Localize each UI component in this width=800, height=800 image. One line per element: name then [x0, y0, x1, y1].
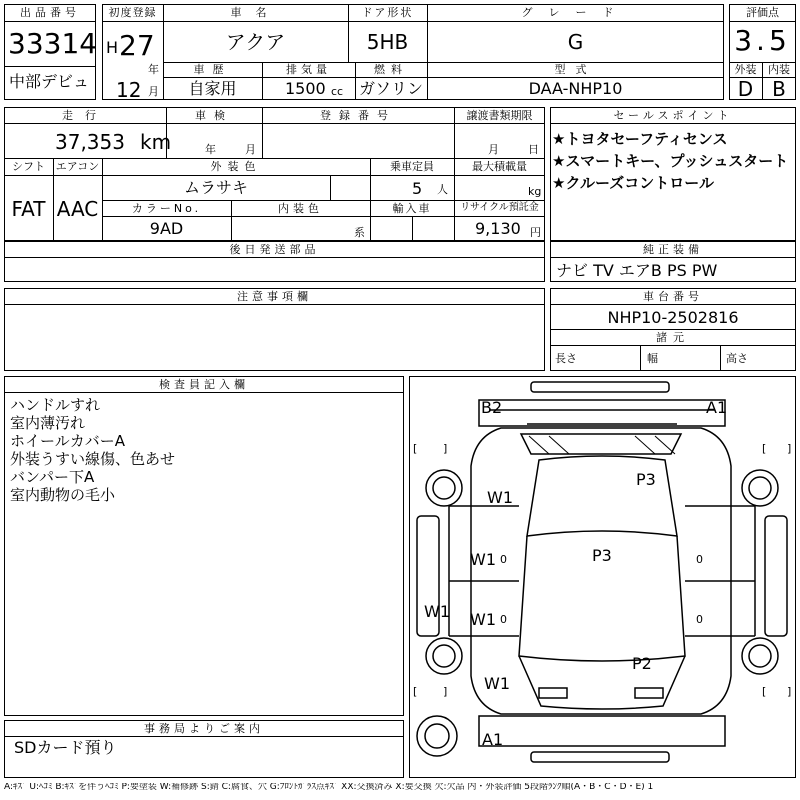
mark-zero: 0: [500, 613, 507, 626]
model-label: 型式: [554, 63, 597, 76]
lot-number: 33314: [8, 27, 98, 60]
mark-zero: 0: [696, 553, 703, 566]
displacement-unit: cc: [331, 85, 344, 98]
capacity: 5: [412, 179, 423, 198]
load-unit: kg: [528, 185, 542, 198]
mark-p3-upper: P3: [636, 470, 656, 489]
import-label: 輸入車: [392, 202, 432, 215]
sales-point: ★クルーズコントロール: [552, 174, 714, 192]
length-label: 長さ: [555, 352, 577, 365]
mark-w1: W1: [487, 488, 513, 507]
bracket-close: ]: [787, 685, 792, 698]
mark-zero: 0: [500, 553, 507, 566]
notes-label: 注意事項欄: [237, 290, 312, 303]
exterior-label: 外装: [734, 63, 757, 76]
width-label: 幅: [647, 352, 658, 365]
recycle-label: リサイクル預託金: [460, 202, 539, 213]
displacement: 1500: [285, 79, 326, 98]
inspector-note: 外装うすい線傷、色あせ: [10, 450, 176, 468]
inspector-label: 検査員記入欄: [159, 378, 249, 391]
sales-point: ★スマートキー、プッシュスタート: [552, 152, 789, 170]
height-label: 高さ: [726, 352, 748, 365]
inspector-note: ホイールカバーA: [10, 432, 125, 450]
mileage: 37,353: [55, 130, 125, 154]
ac: AAC: [56, 197, 99, 221]
inspector-notes: [10, 396, 175, 504]
first-reg-label: 初度登録: [108, 6, 157, 19]
inspector-note: ハンドルすれ: [10, 396, 101, 414]
inspection-month-unit: 月: [245, 143, 256, 156]
reg-year: 27: [119, 29, 155, 62]
interior-score: B: [772, 77, 786, 101]
mark-w1: W1: [470, 610, 496, 629]
dims-label: 諸元: [656, 331, 690, 344]
score-label: 評価点: [746, 6, 779, 19]
color-no: 9AD: [149, 219, 184, 238]
capacity-unit: 人: [437, 183, 448, 196]
mileage-label: 走行: [62, 109, 108, 122]
mark-w1: W1: [484, 674, 510, 693]
car-diagram: [409, 376, 796, 778]
office-label: 事務局よりご案内: [144, 722, 264, 735]
door-label: ドア形状: [361, 6, 414, 19]
bracket-close: ]: [787, 442, 792, 455]
bracket-open: [: [762, 442, 767, 455]
inspector-note: 室内薄汚れ: [10, 414, 86, 432]
recycle-amount: 9,130: [475, 219, 521, 238]
bracket-close: ]: [443, 685, 448, 698]
parts-label: 後日発送部品: [229, 243, 320, 256]
inspection-year-unit: 年: [205, 143, 216, 156]
bracket-open: [: [762, 685, 767, 698]
displacement-label: 排気量: [286, 63, 331, 76]
capacity-label: 乗車定員: [390, 160, 434, 173]
grade-label: グレード: [521, 6, 630, 19]
chassis-number: NHP10-2502816: [607, 308, 739, 327]
mark-w1: W1: [470, 550, 496, 569]
mark-b2: B2: [481, 398, 503, 417]
chassis-label: 車台番号: [643, 290, 703, 303]
history-label: 車歴: [193, 63, 232, 76]
reg-month: 12: [116, 78, 142, 102]
mark-w1: W1: [424, 602, 450, 621]
inspection-label: 車検: [195, 109, 233, 122]
load-label: 最大積載量: [472, 160, 527, 173]
ac-label: エアコン: [55, 160, 100, 173]
shift: FAT: [11, 197, 46, 221]
bracket-open: [: [413, 442, 418, 455]
transfer-day-unit: 日: [528, 143, 539, 156]
mark-a1-bottom: A1: [482, 730, 504, 749]
color-label: 外装色: [210, 160, 262, 173]
office-message: SDカード預り: [14, 738, 117, 757]
car-name-label: 車名: [230, 6, 281, 19]
interior-color-unit: 系: [354, 226, 365, 239]
equipment-label: 純正装備: [643, 243, 703, 256]
reg-month-unit: 月: [148, 85, 159, 98]
legend: A:ｷｽﾞ U:ﾍｺﾐ B:ｷｽﾞを伴うﾍｺﾐ P:要塗装 W:補修跡 S:錆 C:腐食、穴 G:ﾌﾛﾝﾄｶﾞﾗｽ点ｷｽﾞ XX:交換済み X:要交換 欠:欠品 内・外装評価 5段階ﾗﾝｸ順(A・B・C・D・E) 1: [4, 783, 654, 792]
history: 自家用: [188, 79, 237, 98]
interior-color-label: 内装色: [278, 202, 323, 215]
venue: 中部デビュ: [9, 72, 90, 91]
grade: G: [567, 30, 584, 54]
interior-label: 内装: [768, 63, 790, 76]
lot-label: 出品番号: [20, 6, 80, 19]
mark-zero: 0: [696, 613, 703, 626]
fuel-label: 燃料: [374, 63, 408, 76]
transfer-label: 譲渡書類期限: [466, 109, 533, 122]
fuel: ガソリン: [358, 79, 423, 98]
sales-points: [552, 128, 788, 194]
exterior-score: D: [737, 77, 754, 101]
shift-label: シフト: [12, 160, 45, 173]
inspector-note: バンパー下A: [10, 468, 95, 486]
car-name: アクア: [225, 30, 286, 54]
mark-p2: P2: [632, 654, 652, 673]
recycle-unit: 円: [530, 226, 541, 239]
reg-year-unit: 年: [148, 63, 159, 76]
bracket-close: ]: [443, 442, 448, 455]
mileage-unit: km: [140, 130, 172, 154]
reg-no-label: 登録番号: [320, 109, 396, 122]
transfer-month-unit: 月: [488, 143, 499, 156]
color: ムラサキ: [183, 178, 248, 197]
mark-p3-center: P3: [592, 546, 612, 565]
mark-a1-top: A1: [706, 398, 728, 417]
sales-label: セールスポイント: [613, 109, 733, 122]
bracket-open: [: [413, 685, 418, 698]
equipment-value: ナビ TV エアB PS PW: [556, 261, 718, 280]
sales-point: ★トヨタセーフティセンス: [552, 130, 728, 148]
model-code: DAA-NHP10: [528, 79, 623, 98]
color-no-label: カラーNo.: [131, 202, 202, 215]
score: 3.5: [734, 24, 791, 57]
inspector-note: 室内動物の毛小: [10, 486, 116, 504]
door-type: 5HB: [366, 30, 409, 54]
era: H: [106, 38, 119, 57]
